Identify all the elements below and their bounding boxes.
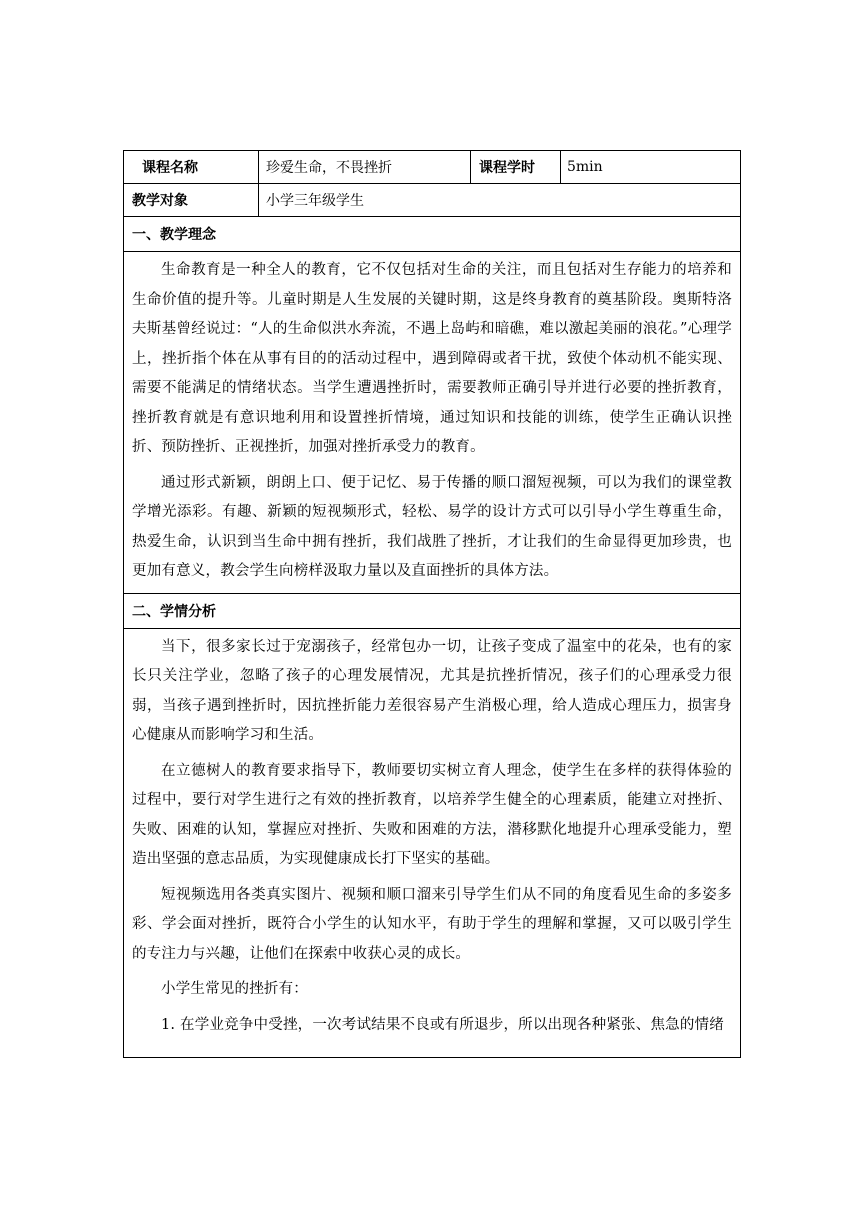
lesson-plan-table: [123, 150, 741, 1058]
section1-paragraph: 通过形式新颖，朗朗上口、便于记忆、易于传播的顺口溜短视频，可以为我们的课堂教学增光添彩。有趣、新颖的短视频形式，轻松、易学的设计方式可以引导小学生尊重生命，热爱生命，认识到当生命中拥有挫折，我们战胜了挫折，才让我们的生命显得更加珍贵，也更加有意义，教会学生向榜样汲取力量以及直面挫折的具体方法。: [132, 474, 732, 579]
audience-row: [124, 184, 741, 217]
course-name-label: 课程名称: [124, 151, 259, 184]
section1-body: [124, 252, 741, 594]
section2-paragraph: 1. 在学业竞争中受挫，一次考试结果不良或有所退步，所以出现各种紧张、焦急的情绪: [161, 1016, 724, 1033]
section1-title-row: [124, 217, 741, 252]
section2-paragraph: 当下，很多家长过于宠溺孩子，经常包办一切，让孩子变成了温室中的花朵，也有的家长只关注学业，忽略了孩子的心理发展情况，尤其是抗挫折情况，孩子们的心理承受力很弱，当孩子遇到挫折时，因抗挫折能力差很容易产生消极心理，给人造成心理压力，损害身心健康从而影响学习和生活。: [132, 638, 732, 743]
course-time-value: 5min: [561, 151, 741, 184]
section2-paragraph: 短视频选用各类真实图片、视频和顺口溜来引导学生们从不同的角度看见生命的多姿多彩、学会面对挫折，既符合小学生的认知水平，有助于学生的理解和掌握，又可以吸引学生的专注力与兴趣，让他们在探索中收获心灵的成长。: [132, 886, 732, 962]
section1-title: 一、教学理念: [124, 217, 741, 252]
section2-body-row: [124, 628, 741, 1057]
course-time-label: 课程学时: [471, 151, 561, 184]
course-info-row: [124, 151, 741, 184]
section2-paragraph: 小学生常见的挫折有：: [161, 981, 308, 997]
audience-value: 小学三年级学生: [259, 184, 741, 217]
section2-title: 二、学情分析: [124, 593, 741, 628]
section1-body-row: [124, 252, 741, 594]
section2-body: [124, 628, 741, 1057]
section2-title-row: [124, 593, 741, 628]
section2-paragraph: 在立德树人的教育要求指导下，教师要切实树立育人理念，使学生在多样的获得体验的过程中，要行对学生进行之有效的挫折教育，以培养学生健全的心理素质，能建立对挫折、失败、困难的认知，掌握应对挫折、失败和困难的方法，潜移默化地提升心理承受能力，塑造出坚强的意志品质，为实现健康成长打下坚实的基础。: [132, 762, 732, 867]
section1-paragraph: 生命教育是一种全人的教育，它不仅包括对生命的关注，而且包括对生存能力的培养和生命价值的提升等。儿童时期是人生发展的关键时期，这是终身教育的奠基阶段。奥斯特洛夫斯基曾经说过：“人的生命似洪水奔流，不遇上岛屿和暗礁，难以激起美丽的浪花。”心理学上，挫折指个体在从事有目的的活动过程中，遇到障碍或者干扰，致使个体动机不能实现、需要不能满足的情绪状态。当学生遭遇挫折时，需要教师正确引导并进行必要的挫折教育，挫折教育就是有意识地利用和设置挫折情境，通过知识和技能的训练，使学生正确认识挫折、预防挫折、正视挫折，加强对挫折承受力的教育。: [132, 262, 732, 455]
lesson-plan-page: [123, 150, 740, 1058]
course-name-value: 珍爱生命，不畏挫折: [259, 151, 471, 184]
audience-label: 教学对象: [124, 184, 259, 217]
